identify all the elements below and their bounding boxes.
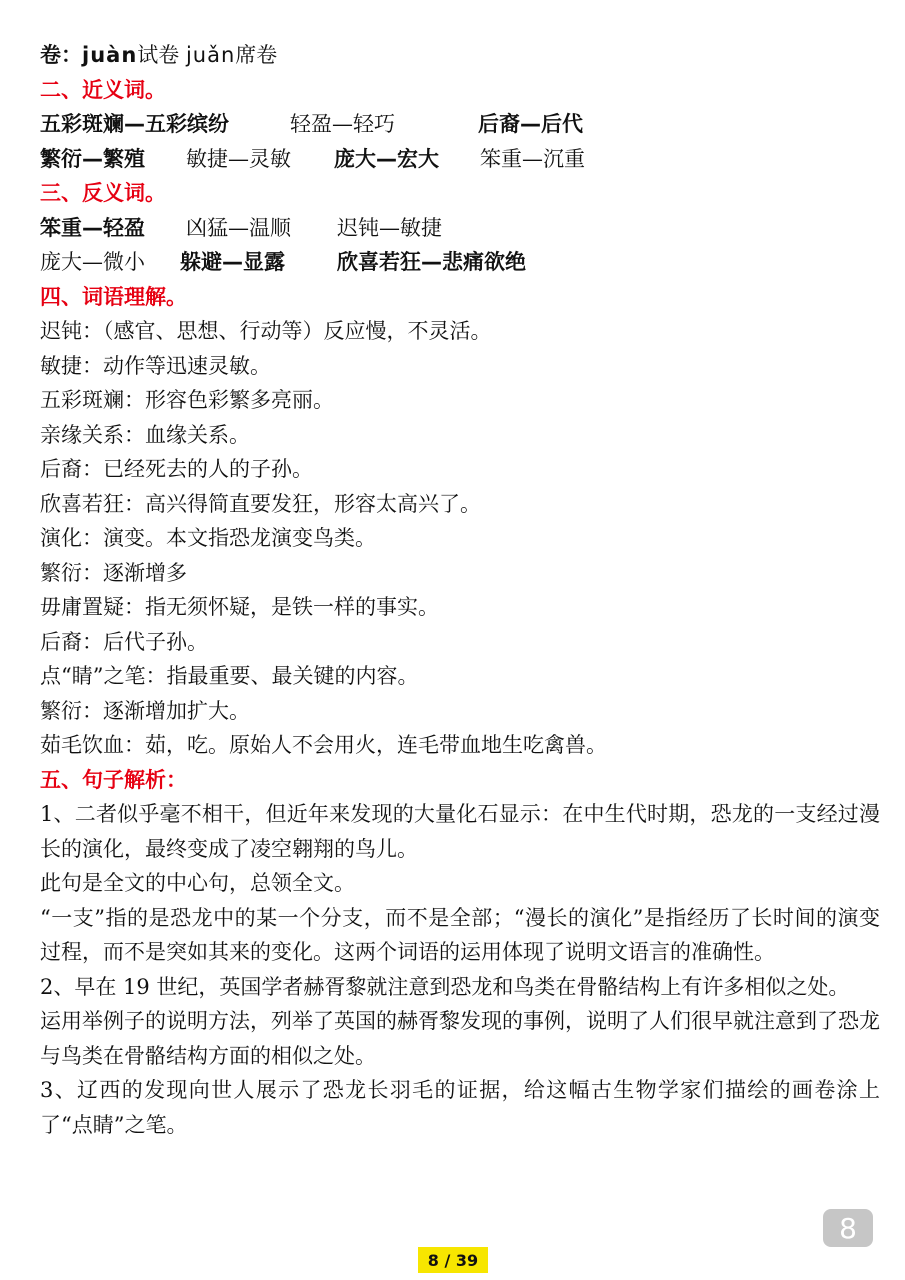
section-heading-antonyms: 三、反义词。: [40, 181, 166, 205]
word-pair: 凶猛—温顺: [186, 215, 291, 240]
page-number-badge: 8: [823, 1209, 873, 1247]
word-pair: 庞大—微小: [40, 250, 145, 274]
sentence-paragraph: 2、早在 19 世纪，英国学者赫胥黎就注意到恐龙和鸟类在骨骼结构上有许多相似之处。: [40, 974, 850, 999]
word-definition: 点“睛”之笔：指最重要、最关键的内容。: [40, 664, 419, 688]
word-pair: 繁衍—繁殖: [40, 146, 145, 171]
word-pair: 庞大—宏大: [334, 146, 439, 171]
word-definition: 繁衍：逐渐增加扩大。: [40, 698, 250, 723]
word-definition: 后裔：已经死去的人的子孙。: [40, 457, 313, 481]
word-pair: 迟钝—敏捷: [337, 215, 442, 240]
section-heading-sentence-analysis: 五、句子解析：: [40, 767, 187, 792]
sentence-paragraph: 运用举例子的说明方法，列举了英国的赫胥黎发现的事例，说明了人们很早就注意到了恐龙与鸟类在骨骼结构方面的相似之处。: [40, 1009, 880, 1068]
example-word: 试卷: [137, 43, 180, 67]
sentence-paragraph: “一支”指的是恐龙中的某一个分支，而不是全部；“漫长的演化”是指经历了长时间的演变过程，而不是突如其来的变化。这两个词语的运用体现了说明文语言的准确性。: [40, 905, 880, 964]
word-definition: 敏捷：动作等迅速灵敏。: [40, 353, 271, 378]
word-pair: 欣喜若狂—悲痛欲绝: [337, 250, 526, 274]
word-definition: 亲缘关系：血缘关系。: [40, 422, 250, 447]
word-definition: 演化：演变。本文指恐龙演变鸟类。: [40, 526, 376, 550]
word-definition: 五彩斑斓：形容色彩繁多亮丽。: [40, 388, 334, 412]
sentence-paragraph: 此句是全文的中心句，总领全文。: [40, 871, 355, 895]
page-indicator[interactable]: 8 / 39: [418, 1247, 488, 1273]
sentence-paragraph: 3、辽西的发现向世人展示了恐龙长羽毛的证据，给这幅古生物学家们描绘的画卷涂上了“点睛”之笔。: [40, 1078, 880, 1137]
word-pair: 笨重—轻盈: [40, 215, 145, 240]
word-definition: 后裔：后代子孙。: [40, 629, 208, 654]
document-page: [40, 38, 880, 1142]
word-pair: 轻盈—轻巧: [290, 112, 395, 136]
word-pair: 后裔—后代: [478, 112, 583, 136]
word-definition: 繁衍：逐渐增多: [40, 560, 187, 585]
polyphonic-char: 卷：: [40, 43, 82, 67]
word-pair: 敏捷—灵敏: [186, 146, 291, 171]
word-pair: 五彩斑斓—五彩缤纷: [40, 112, 229, 136]
antonym-row: [40, 211, 880, 246]
word-pair: 躲避—显露: [180, 250, 285, 274]
pinyin-reading: juǎn: [185, 43, 236, 67]
sentence-paragraph: 1、二者似乎毫不相干，但近年来发现的大量化石显示：在中生代时期，恐龙的一支经过漫长的演化，最终变成了凌空翱翔的鸟儿。: [40, 802, 880, 861]
word-definition: 迟钝：（感官、思想、行动等）反应慢，不灵活。: [40, 319, 492, 343]
antonym-row: [40, 245, 880, 280]
example-word: 席卷: [235, 43, 278, 67]
word-definition: 欣喜若狂：高兴得简直要发狂，形容太高兴了。: [40, 491, 481, 516]
section-heading-synonyms: 二、近义词。: [40, 77, 166, 102]
synonym-row: [40, 142, 880, 177]
synonym-row: [40, 107, 880, 142]
word-definition: 茹毛饮血：茹，吃。原始人不会用火，连毛带血地生吃禽兽。: [40, 733, 607, 757]
word-definition: 毋庸置疑：指无须怀疑，是铁一样的事实。: [40, 595, 439, 619]
section-heading-word-meanings: 四、词语理解。: [40, 284, 187, 309]
pronunciation-line: [40, 38, 880, 73]
word-pair: 笨重—沉重: [480, 146, 585, 171]
pinyin-reading: juàn: [82, 43, 138, 67]
